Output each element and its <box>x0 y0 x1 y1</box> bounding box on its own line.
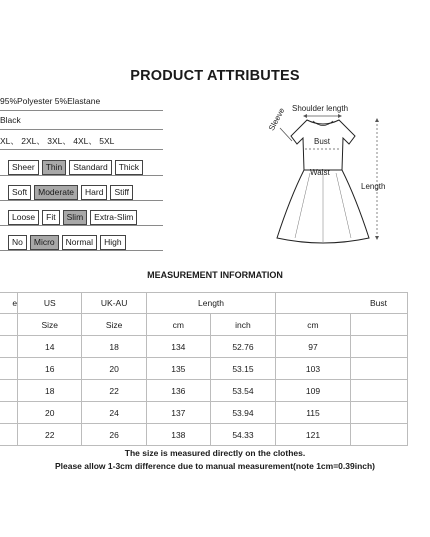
waist-label: Waist <box>310 168 330 177</box>
divider <box>0 250 163 251</box>
table-cell <box>350 336 407 358</box>
divider <box>0 129 163 130</box>
dress-diagram <box>265 98 430 248</box>
fit-chip-loose: Loose <box>8 210 39 225</box>
stretch-options <box>8 232 129 250</box>
table-cell: 16 <box>18 358 82 380</box>
softness-chip-stiff: Stiff <box>110 185 133 200</box>
subheader-cell: cm <box>276 314 351 336</box>
table-cell: 115 <box>276 402 351 424</box>
table-row <box>0 358 408 380</box>
table-header-row <box>0 293 408 314</box>
sizes-value: XL、 2XL、 3XL、 4XL、 5XL <box>0 136 115 146</box>
measurement-title: MEASUREMENT INFORMATION <box>147 270 283 280</box>
header-us: US <box>18 293 82 314</box>
table-row <box>0 402 408 424</box>
bust-label: Bust <box>314 137 331 146</box>
table-cell: 134 <box>146 336 210 358</box>
table-cell: 26 <box>82 424 146 446</box>
header-bust: Bust <box>276 293 408 314</box>
table-cell <box>350 358 407 380</box>
fit-chip-slim: Slim <box>63 210 88 225</box>
subheader-cell <box>350 314 407 336</box>
table-cell: 97 <box>276 336 351 358</box>
divider <box>0 175 163 176</box>
table-cell: 53.54 <box>210 380 275 402</box>
table-cell: 20 <box>82 358 146 380</box>
fit-options <box>8 207 140 225</box>
fit-chip-fit: Fit <box>42 210 59 225</box>
table-cell <box>0 336 18 358</box>
note-line-1: The size is measured directly on the clothes. <box>124 448 306 458</box>
subheader-cell <box>0 314 18 336</box>
subheader-cell: inch <box>210 314 275 336</box>
table-cell: 137 <box>146 402 210 424</box>
table-cell: 54.33 <box>210 424 275 446</box>
measurement-table <box>0 292 408 446</box>
table-cell: 121 <box>276 424 351 446</box>
table-cell: 22 <box>18 424 82 446</box>
thickness-chip-thin: Thin <box>42 160 67 175</box>
table-row <box>0 424 408 446</box>
page-title: PRODUCT ATTRIBUTES <box>130 68 300 84</box>
material-value: 95%Polyester 5%Elastane <box>0 96 101 106</box>
sleeve-label: Sleeve <box>267 106 287 133</box>
length-label: Length <box>361 182 386 191</box>
softness-chip-soft: Soft <box>8 185 31 200</box>
thickness-chip-standard: Standard <box>69 160 112 175</box>
table-cell: 109 <box>276 380 351 402</box>
softness-options <box>8 182 136 200</box>
note-line-2: Please allow 1-3cm difference due to manual measurement(note 1cm=0.39inch) <box>54 461 376 471</box>
table-cell: 53.15 <box>210 358 275 380</box>
table-cell: 136 <box>146 380 210 402</box>
divider <box>0 149 163 150</box>
subheader-cell: cm <box>146 314 210 336</box>
table-cell: 20 <box>18 402 82 424</box>
thickness-chip-thick: Thick <box>115 160 143 175</box>
divider <box>0 200 163 201</box>
subheader-cell: Size <box>18 314 82 336</box>
header-size: e <box>0 293 18 314</box>
thickness-chip-sheer: Sheer <box>8 160 39 175</box>
table-cell <box>0 424 18 446</box>
table-cell <box>0 402 18 424</box>
header-uk-au: UK-AU <box>82 293 146 314</box>
subheader-cell: Size <box>82 314 146 336</box>
table-subheader-row <box>0 314 408 336</box>
stretch-chip-micro: Micro <box>30 235 59 250</box>
table-row <box>0 380 408 402</box>
header-length: Length <box>146 293 275 314</box>
shoulder-label: Shoulder length <box>292 104 349 113</box>
table-cell: 138 <box>146 424 210 446</box>
stretch-chip-high: High <box>100 235 125 250</box>
table-cell: 22 <box>82 380 146 402</box>
dress-sketch <box>265 98 430 248</box>
table-cell <box>350 424 407 446</box>
table-cell: 53.94 <box>210 402 275 424</box>
table-cell: 135 <box>146 358 210 380</box>
table-cell: 52.76 <box>210 336 275 358</box>
softness-chip-moderate: Moderate <box>34 185 78 200</box>
color-value: Black <box>0 115 21 125</box>
table-cell: 14 <box>18 336 82 358</box>
table-cell: 103 <box>276 358 351 380</box>
divider <box>0 110 163 111</box>
table-cell <box>0 380 18 402</box>
table-row <box>0 336 408 358</box>
fit-chip-extra-slim: Extra-Slim <box>90 210 137 225</box>
table-cell: 18 <box>82 336 146 358</box>
divider <box>0 225 163 226</box>
table-cell <box>350 380 407 402</box>
stretch-chip-no: No <box>8 235 27 250</box>
thickness-options <box>8 157 146 175</box>
table-cell <box>350 402 407 424</box>
table-cell <box>0 358 18 380</box>
table-cell: 18 <box>18 380 82 402</box>
stretch-chip-normal: Normal <box>62 235 97 250</box>
softness-chip-hard: Hard <box>81 185 107 200</box>
table-cell: 24 <box>82 402 146 424</box>
